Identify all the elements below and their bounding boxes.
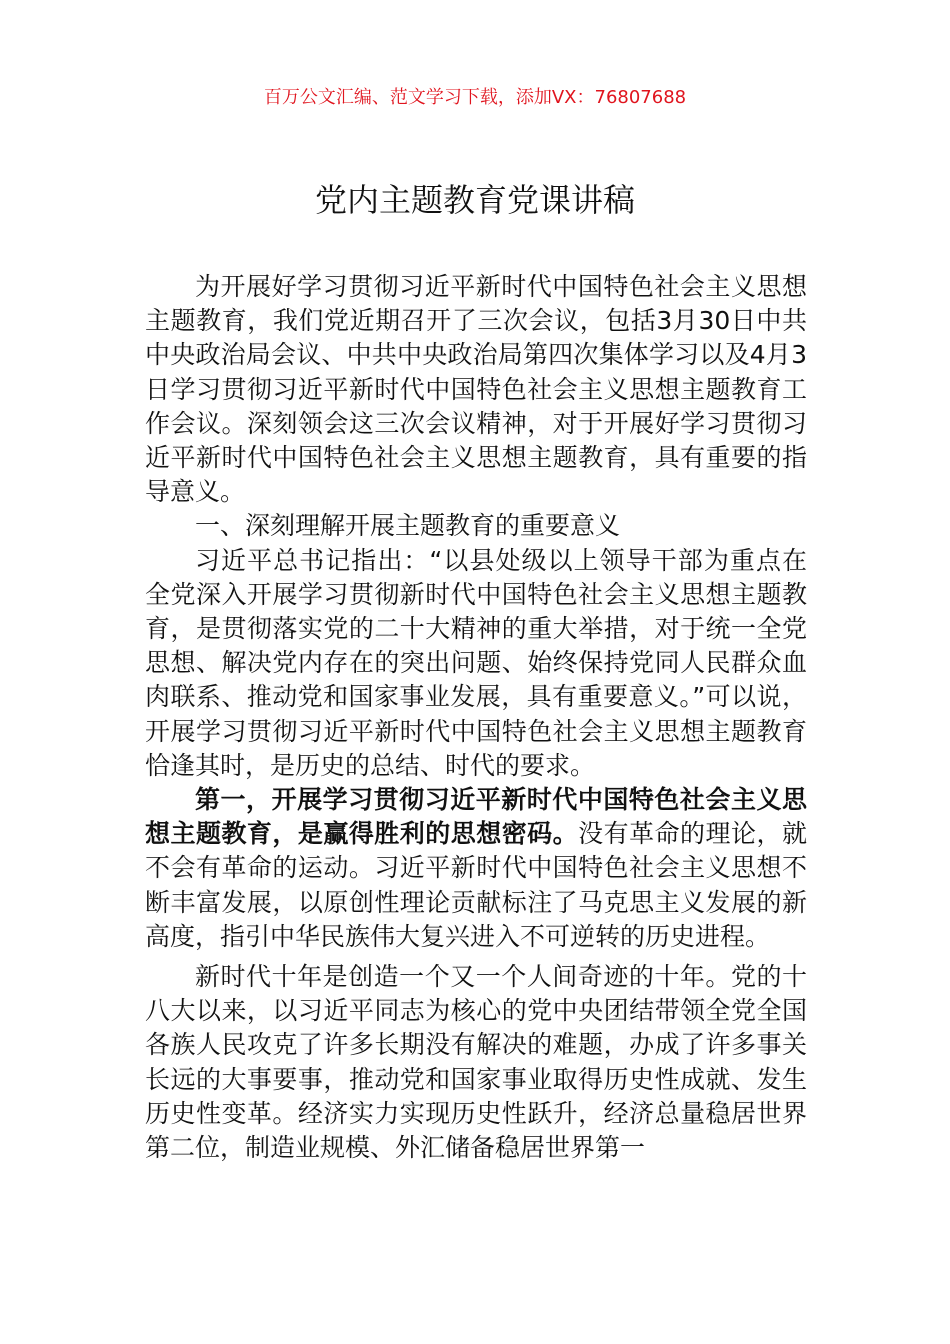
quote-paragraph: 习近平总书记指出：“以县处级以上领导干部为重点在全党深入开展学习贯彻新时代中国特色社会主义思想主题教育，是贯彻落实党的二十大精神的重大举措，对于统一全党思想、解决党内存在的突出问题、始终保持党同人民群众血肉联系、推动党和国家事业发展，具有重要意义。”可以说，开展学习贯彻习近平新时代中国特色社会主义思想主题教育恰逢其时，是历史的总结、时代的要求。	[145, 545, 807, 780]
document-body	[145, 270, 807, 1165]
header-watermark-note: 百万公文汇编、范文学习下载，添加VX：76807688	[263, 87, 687, 108]
point-one-bold-lead: 第一，开展学习贯彻习近平新时代中国特色社会主义思想主题教育，是赢得胜利的思想密码。	[145, 785, 807, 849]
document-title: 党内主题教育党课讲稿	[314, 181, 635, 219]
point-one-text: 没有革命的理论，就不会有革命的运动。习近平新时代中国特色社会主义思想不断丰富发展，以原创性理论贡献标注了马克思主义发展的新高度，指引中华民族伟大复兴进入不可逆转的历史进程。	[145, 819, 807, 951]
point-one-paragraph	[145, 783, 807, 954]
intro-paragraph: 为开展好学习贯彻习近平新时代中国特色社会主义思想主题教育，我们党近期召开了三次会议，包括3月30日中共中央政治局会议、中共中央政治局第四次集体学习以及4月3日学习贯彻习近平新时代中国特色社会主义思想主题教育工作会议。深刻领会这三次会议精神，对于开展好学习贯彻习近平新时代中国特色社会主义思想主题教育，具有重要的指导意义。	[145, 272, 807, 507]
section-heading: 一、深刻理解开展主题教育的重要意义	[195, 511, 621, 541]
achievements-paragraph: 新时代十年是创造一个又一个人间奇迹的十年。党的十八大以来，以习近平同志为核心的党中央团结带领全党全国各族人民攻克了许多长期没有解决的难题，办成了许多事关长远的大事要事，推动党和国家事业取得历史性成就、发生历史性变革。经济实力实现历史性跃升，经济总量稳居世界第二位，制造业规模、外汇储备稳居世界第一	[145, 962, 807, 1163]
